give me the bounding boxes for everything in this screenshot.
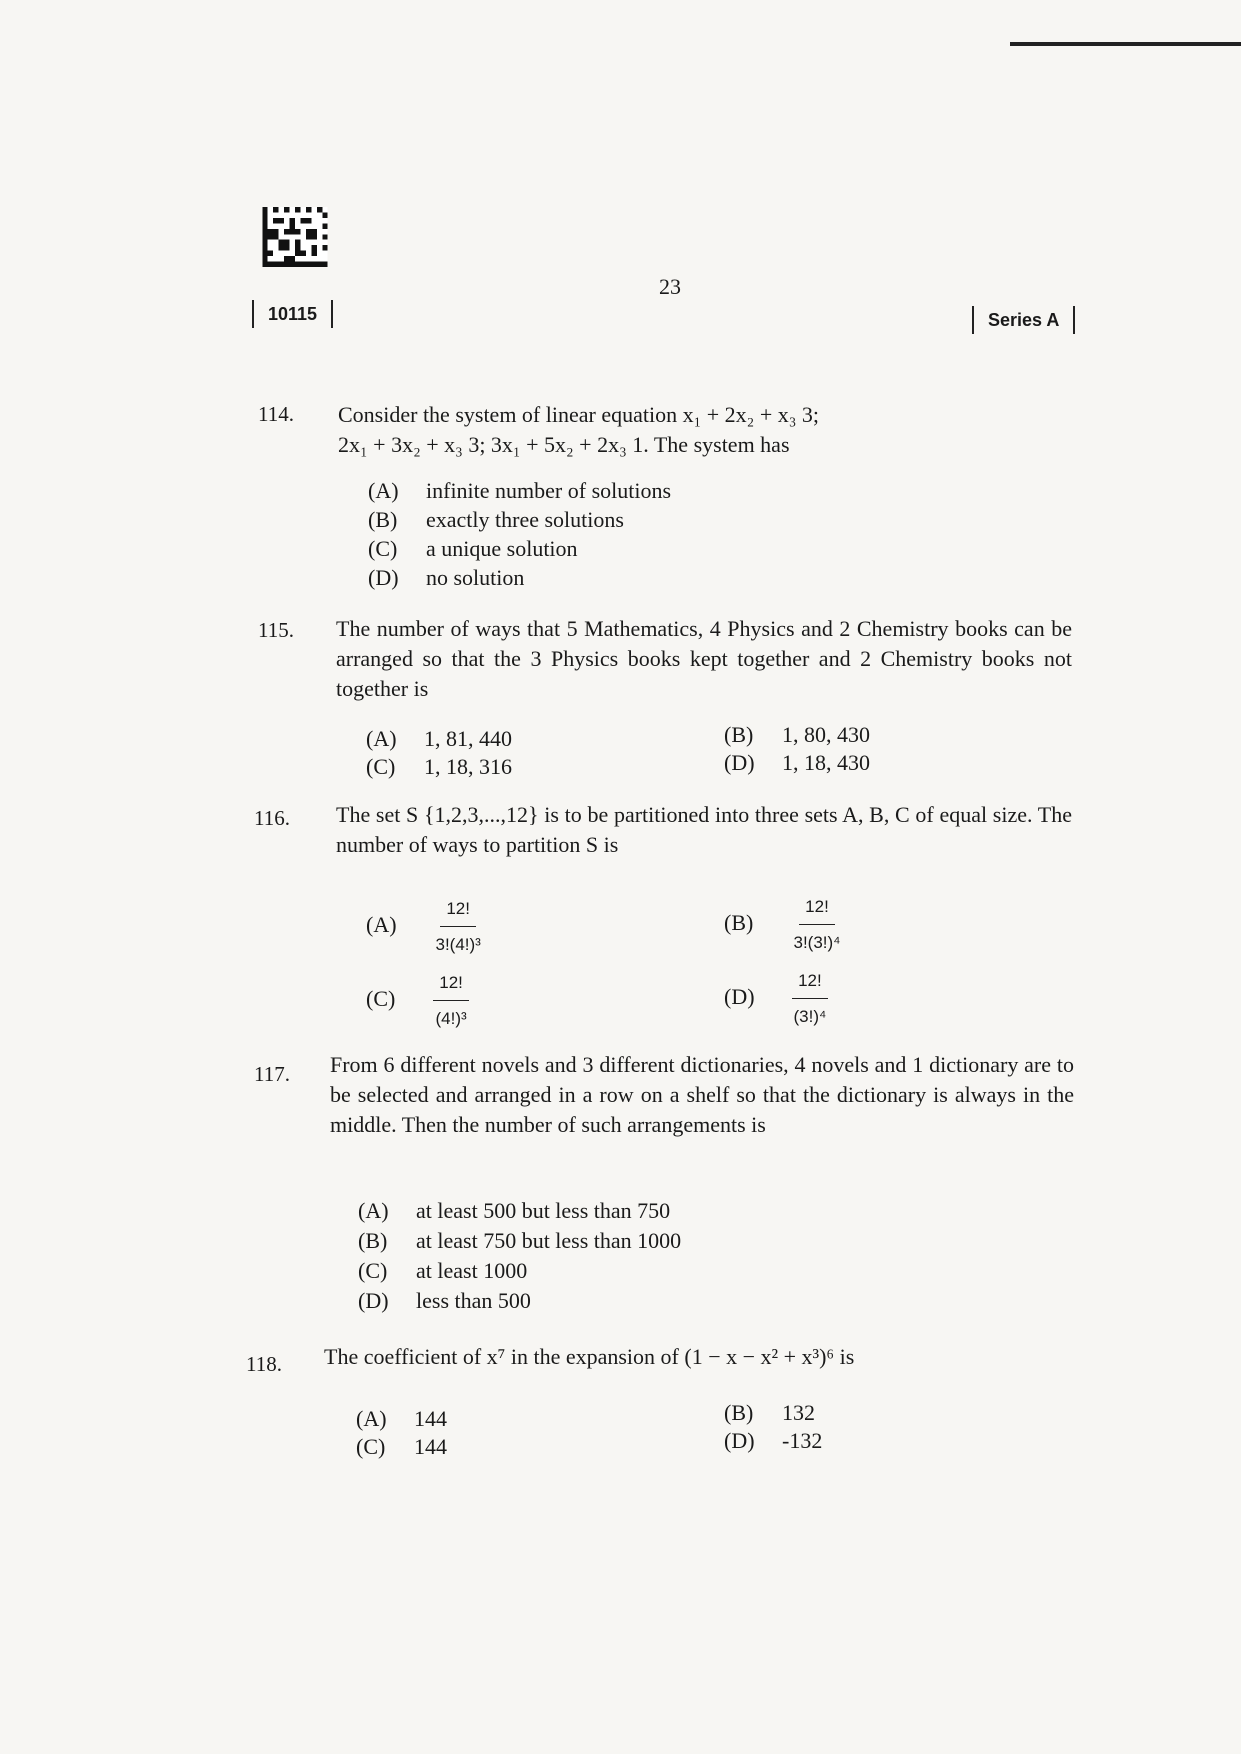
- fraction: $\frac{12!}{\text{3!(3!)⁴}}$: [788, 892, 847, 957]
- question-number: 117.: [254, 1062, 290, 1086]
- option-list: [368, 476, 671, 592]
- question-text: [338, 400, 1058, 460]
- question-number: 114.: [258, 402, 294, 426]
- question-number: 118.: [246, 1352, 282, 1376]
- option: (C) 144: [356, 1434, 447, 1459]
- question-text: From 6 different novels and 3 different dictionaries, 4 novels and 1 dictionary are to be selected and arranged in a row on a shelf so that the dictionary is always in the middle. Then the number of such arrangements is: [330, 1052, 1074, 1137]
- option: (C) at least 1000: [358, 1258, 528, 1283]
- option: (A) 1, 81, 440: [366, 726, 512, 751]
- option: (B) exactly three solutions: [368, 507, 624, 532]
- question-text: The number of ways that 5 Mathematics, 4 Physics and 2 Chemistry books can be arranged so that the 3 Physics books kept together and 2 Chemistry books not together is: [336, 616, 1072, 701]
- option: (A) infinite number of solutions: [368, 478, 672, 503]
- page-number: 23: [659, 274, 681, 299]
- question-text-line: 2x₁ + 3x₂ + x₃ 3; 3x₁ + 5x₂ + 2x₃ 1. The system has: [338, 432, 790, 457]
- option-list: [358, 1196, 681, 1316]
- option: (A) $\frac{12!}{\text{3!(4!)³}}$: [366, 894, 487, 959]
- option: (D) no solution: [368, 565, 525, 590]
- question-text-line: Consider the system of linear equation x₁ + 2x₂ + x₃ 3;: [338, 402, 820, 427]
- datamatrix-barcode-icon: [262, 207, 328, 267]
- fraction: $\frac{12!}{\text{3!(4!)³}}$: [430, 894, 487, 959]
- question-number: 115.: [258, 618, 294, 642]
- option: (D) 1, 18, 430: [724, 750, 870, 775]
- option: (D) -132: [724, 1428, 823, 1453]
- option: (D) less than 500: [358, 1288, 531, 1313]
- paper-code: 10115: [252, 300, 333, 328]
- question-number: 116.: [254, 806, 290, 830]
- option: (A) 144: [356, 1406, 447, 1431]
- option: (A) at least 500 but less than 750: [358, 1198, 671, 1223]
- option: (B) at least 750 but less than 1000: [358, 1228, 682, 1253]
- fraction: $\frac{12!}{\text{(3!)⁴}}$: [788, 966, 833, 1031]
- option: (C) a unique solution: [368, 536, 578, 561]
- option: (B) 1, 80, 430: [724, 722, 870, 747]
- option: (D) $\frac{12!}{\text{(3!)⁴}}$: [724, 966, 832, 1031]
- option: (B) $\frac{12!}{\text{3!(3!)⁴}}$: [724, 892, 846, 957]
- option: (C) 1, 18, 316: [366, 754, 512, 779]
- series-label: Series A: [972, 306, 1075, 334]
- top-rule: [1010, 42, 1241, 46]
- fraction: $\frac{12!}{\text{(4!)³}}$: [430, 968, 473, 1033]
- option: (C) $\frac{12!}{\text{(4!)³}}$: [366, 968, 473, 1033]
- question-text: The coefficient of x⁷ in the expansion of (1 − x − x² + x³)⁶ is: [324, 1344, 855, 1369]
- question-text: The set S {1,2,3,...,12} is to be partitioned into three sets A, B, C of equal size. The number of ways to partition S is: [336, 802, 1072, 857]
- option: (B) 132: [724, 1400, 815, 1425]
